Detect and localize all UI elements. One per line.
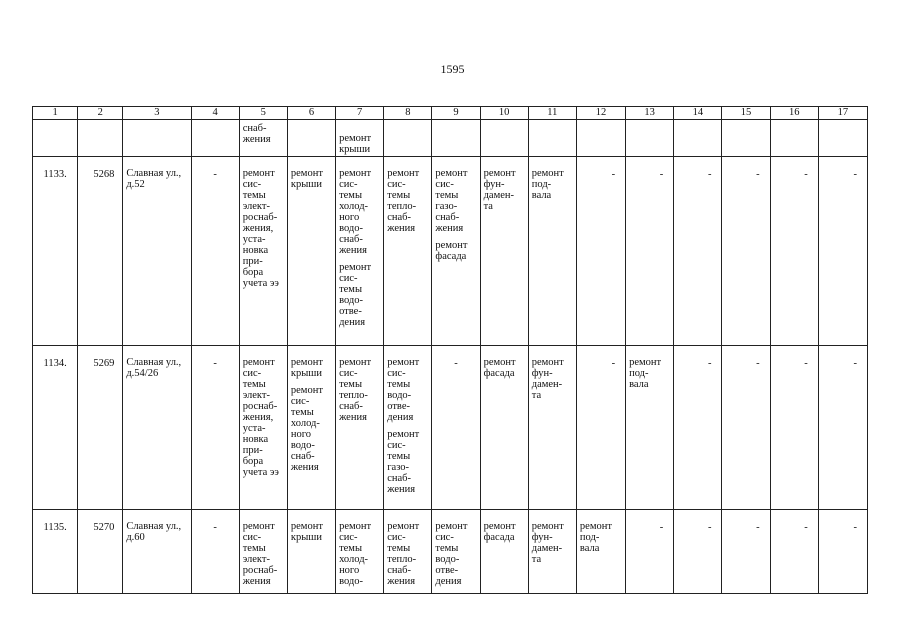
column-header-5: 5 <box>239 107 287 120</box>
work-text: ремонт сис- темы водо- отве- дения <box>387 357 420 423</box>
house-code-text: 5270 <box>93 522 115 533</box>
address <box>123 346 191 510</box>
cell-col16 <box>770 157 818 346</box>
cell-col5 <box>239 510 287 594</box>
cell-col12 <box>576 510 625 594</box>
work-text: ремонт крыши <box>290 357 323 379</box>
cell-col12 <box>576 157 625 346</box>
cell <box>722 120 770 157</box>
cell-col14 <box>674 510 722 594</box>
work-text: ремонт под- вала <box>531 168 564 201</box>
cell-col10 <box>480 510 528 594</box>
work-text: ремонт под- вала <box>629 357 662 390</box>
work-text: ремонт крыши <box>290 521 323 543</box>
dash-text: - <box>853 522 857 533</box>
dash-text: - <box>213 358 217 369</box>
cell-col4 <box>191 346 239 510</box>
dash-text: - <box>804 358 808 369</box>
dash-text: - <box>707 169 712 180</box>
row-number <box>33 346 78 510</box>
work-text: ремонт сис- темы водо- отве- дения <box>339 262 372 328</box>
cell <box>33 120 78 157</box>
continuation-row <box>33 120 868 157</box>
cell-col17 <box>818 346 867 510</box>
dash-text: - <box>804 169 808 180</box>
cell <box>191 120 239 157</box>
work-text: ремонт фун- дамен- та <box>531 521 564 565</box>
house-code-text: 5268 <box>93 169 115 180</box>
row-number-text: 1133. <box>43 169 67 180</box>
house-code <box>78 510 123 594</box>
cell-col15 <box>722 346 770 510</box>
cell-col5 <box>239 346 287 510</box>
work-text: ремонт фасада <box>435 240 468 262</box>
column-header-10: 10 <box>480 107 528 120</box>
cell-col11 <box>528 346 576 510</box>
cell <box>576 120 625 157</box>
column-header-17: 17 <box>818 107 867 120</box>
cell <box>480 120 528 157</box>
house-code-text: 5269 <box>93 358 115 369</box>
cell-col16 <box>770 346 818 510</box>
cell-col17 <box>818 510 867 594</box>
cell <box>123 120 191 157</box>
column-header-4: 4 <box>191 107 239 120</box>
address-text: Славная ул., д.52 <box>126 168 182 190</box>
dash-text: - <box>454 358 458 369</box>
cell-col13 <box>626 346 674 510</box>
row-number <box>33 157 78 346</box>
address <box>123 157 191 346</box>
header-row <box>33 107 868 120</box>
dash-text: - <box>659 522 664 533</box>
dash-text: - <box>611 169 616 180</box>
cell-col8 <box>384 510 432 594</box>
work-text: ремонт сис- темы холод- ного водо- <box>339 521 372 587</box>
cell-col10 <box>480 346 528 510</box>
dash-text: - <box>853 169 857 180</box>
cell-col16 <box>770 510 818 594</box>
cell-col7 <box>336 510 384 594</box>
dash-text: - <box>756 169 760 180</box>
work-text: ремонт сис- темы водо- отве- дения <box>435 521 468 587</box>
dash-text: - <box>213 522 217 533</box>
address-text: Славная ул., д.54/26 <box>126 357 182 379</box>
house-code <box>78 157 123 346</box>
column-header-15: 15 <box>722 107 770 120</box>
cell-col7 <box>336 120 384 157</box>
column-header-3: 3 <box>123 107 191 120</box>
work-text: ремонт сис- темы тепло- снаб- жения <box>339 357 372 423</box>
row-number-text: 1134. <box>43 358 67 369</box>
table-row <box>33 510 868 594</box>
cell-col9 <box>432 510 480 594</box>
row-number <box>33 510 78 594</box>
cell <box>674 120 722 157</box>
work-text: ремонт фасада <box>483 357 516 379</box>
work-text: ремонт сис- темы тепло- снаб- жения <box>387 521 420 587</box>
cell-col11 <box>528 510 576 594</box>
cell-col10 <box>480 157 528 346</box>
house-code <box>78 346 123 510</box>
column-header-7: 7 <box>336 107 384 120</box>
work-text: ремонт сис- темы холод- ного водо- снаб- жения <box>290 385 323 473</box>
dash-text: - <box>611 358 616 369</box>
work-text: ремонт фасада <box>483 521 516 543</box>
dash-text: - <box>659 169 664 180</box>
work-text: снаб- жения <box>242 123 271 145</box>
dash-text: - <box>707 522 712 533</box>
cell-col14 <box>674 346 722 510</box>
column-header-14: 14 <box>674 107 722 120</box>
address <box>123 510 191 594</box>
row-number-text: 1135. <box>43 522 67 533</box>
cell-col7 <box>336 346 384 510</box>
work-text: ремонт сис- темы элект- роснаб- жения, уста- новка при- бора учета ээ <box>242 168 279 289</box>
cell-col15 <box>722 157 770 346</box>
cell <box>626 120 674 157</box>
cell-col8 <box>384 157 432 346</box>
work-text: ремонт сис- темы элект- роснаб- жения, уста- новка при- бора учета ээ <box>242 357 279 478</box>
table-row <box>33 157 868 346</box>
cell-col4 <box>191 157 239 346</box>
address-text: Славная ул., д.60 <box>126 521 182 543</box>
page-number: 1595 <box>440 62 465 76</box>
cell-col9 <box>432 157 480 346</box>
dash-text: - <box>853 358 857 369</box>
work-text: ремонт сис- темы тепло- снаб- жения <box>387 168 420 234</box>
column-header-9: 9 <box>432 107 480 120</box>
work-text: ремонт крыши <box>339 133 372 155</box>
work-text: ремонт фун- дамен- та <box>531 357 564 401</box>
cell-col6 <box>287 346 335 510</box>
cell <box>528 120 576 157</box>
cell-col5 <box>239 157 287 346</box>
column-header-6: 6 <box>287 107 335 120</box>
cell <box>770 120 818 157</box>
cell-col11 <box>528 157 576 346</box>
column-header-1: 1 <box>33 107 78 120</box>
cell <box>78 120 123 157</box>
column-header-11: 11 <box>528 107 576 120</box>
column-header-16: 16 <box>770 107 818 120</box>
cell-col12 <box>576 346 625 510</box>
cell <box>287 120 335 157</box>
repair-schedule-table <box>32 106 868 594</box>
work-text: ремонт фун- дамен- та <box>483 168 516 212</box>
cell-col14 <box>674 157 722 346</box>
cell-col9 <box>432 346 480 510</box>
cell-col6 <box>287 510 335 594</box>
cell-col4 <box>191 510 239 594</box>
column-header-13: 13 <box>626 107 674 120</box>
dash-text: - <box>213 169 217 180</box>
cell-col7 <box>336 157 384 346</box>
work-text: ремонт сис- темы газо- снаб- жения <box>387 429 420 495</box>
cell <box>818 120 867 157</box>
cell-col15 <box>722 510 770 594</box>
cell-col6 <box>287 157 335 346</box>
cell <box>432 120 480 157</box>
cell <box>384 120 432 157</box>
dash-text: - <box>707 358 712 369</box>
cell-col17 <box>818 157 867 346</box>
column-header-8: 8 <box>384 107 432 120</box>
work-text: ремонт сис- темы элект- роснаб- жения <box>242 521 278 587</box>
column-header-2: 2 <box>78 107 123 120</box>
column-header-12: 12 <box>576 107 625 120</box>
cell-col8 <box>384 346 432 510</box>
dash-text: - <box>756 358 760 369</box>
work-text: ремонт под- вала <box>579 521 612 554</box>
cell-col13 <box>626 157 674 346</box>
work-text: ремонт сис- темы холод- ного водо- снаб- жения <box>339 168 372 256</box>
dash-text: - <box>756 522 760 533</box>
cell-col13 <box>626 510 674 594</box>
cell-col5 <box>239 120 287 157</box>
work-text: ремонт сис- темы газо- снаб- жения <box>435 168 468 234</box>
table-row <box>33 346 868 510</box>
work-text: ремонт крыши <box>290 168 323 190</box>
dash-text: - <box>804 522 808 533</box>
